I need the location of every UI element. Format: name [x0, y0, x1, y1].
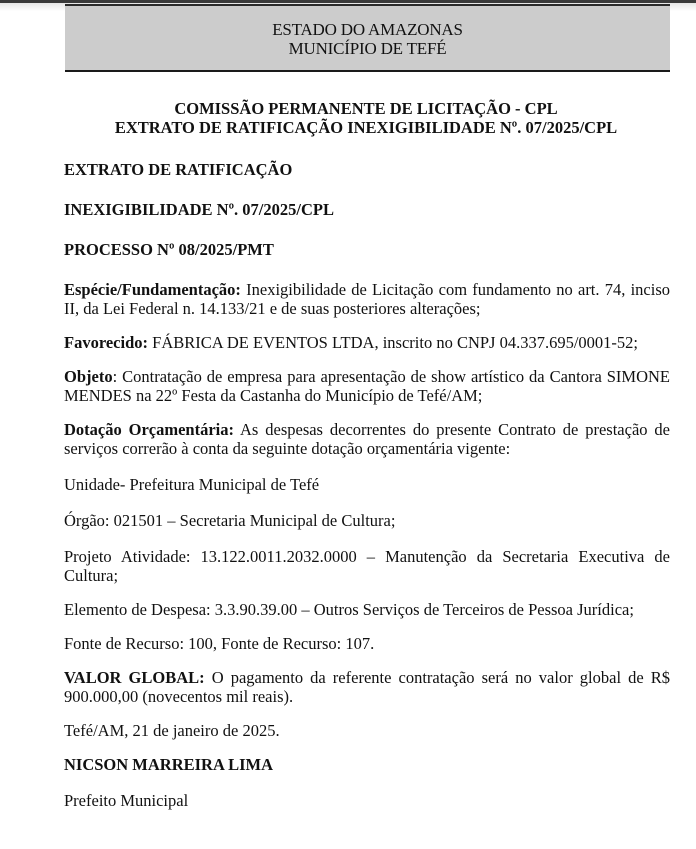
title-commission: COMISSÃO PERMANENTE DE LICITAÇÃO - CPL — [174, 99, 558, 118]
valor-label: VALOR GLOBAL: — [64, 668, 205, 687]
signatory-title: Prefeito Municipal — [64, 791, 189, 810]
projeto-paragraph: Projeto Atividade: 13.122.0011.2032.0000 – Manutenção da Secretaria Executiva de Cultura; — [64, 547, 670, 585]
valor-text: O pagamento da referente contratação será no valor global de R$ 900.000,00 (novecentos mil reais). — [64, 668, 670, 706]
favorecido-paragraph — [64, 333, 670, 352]
heading-inexigibilidade: INEXIGIBILIDADE Nº. 07/2025/CPL — [64, 200, 334, 219]
place-date: Tefé/AM, 21 de janeiro de 2025. — [64, 721, 280, 740]
especie-paragraph — [64, 280, 670, 318]
dotacao-text: As despesas decorrentes do presente Contrato de prestação de serviços correrão à conta da seguinte dotação orçamentária vigente: — [64, 420, 670, 458]
document-header — [65, 4, 670, 72]
unidade-line: Unidade- Prefeitura Municipal de Tefé — [64, 475, 320, 494]
objeto-label: Objeto — [64, 367, 113, 386]
elemento-paragraph: Elemento de Despesa: 3.3.90.39.00 – Outros Serviços de Terceiros de Pessoa Jurídica; — [64, 600, 634, 619]
favorecido-text: FÁBRICA DE EVENTOS LTDA, inscrito no CNPJ 04.337.695/0001-52; — [148, 333, 639, 352]
especie-text: Inexigibilidade de Licitação com fundamento no art. 74, inciso II, da Lei Federal n. 14.133/21 e de suas posteriores alterações; — [64, 280, 670, 318]
favorecido-label: Favorecido: — [64, 333, 149, 352]
document-body — [64, 99, 670, 810]
signatory-name: NICSON MARREIRA LIMA — [64, 755, 274, 774]
heading-processo: PROCESSO Nº 08/2025/PMT — [64, 240, 274, 259]
header-state: ESTADO DO AMAZONAS — [272, 20, 463, 39]
dotacao-label: Dotação Orçamentária: — [64, 420, 235, 439]
dotacao-paragraph — [64, 420, 670, 458]
objeto-paragraph — [64, 367, 670, 405]
header-municipality: MUNICÍPIO DE TEFÉ — [288, 39, 447, 58]
valor-paragraph — [64, 668, 670, 706]
fonte-line: Fonte de Recurso: 100, Fonte de Recurso: 107. — [64, 634, 375, 653]
objeto-text: : Contratação de empresa para apresentação de show artístico da Cantora SIMONE MENDES na 22º Festa da Castanha do Município de Tefé/AM; — [64, 367, 670, 405]
heading-extrato: EXTRATO DE RATIFICAÇÃO — [64, 160, 293, 179]
especie-label: Espécie/Fundamentação: — [64, 280, 241, 299]
orgao-line: Órgão: 021501 – Secretaria Municipal de Cultura; — [64, 511, 396, 530]
title-extract: EXTRATO DE RATIFICAÇÃO INEXIGIBILIDADE Nº. 07/2025/CPL — [114, 118, 618, 137]
document-title — [62, 99, 670, 137]
